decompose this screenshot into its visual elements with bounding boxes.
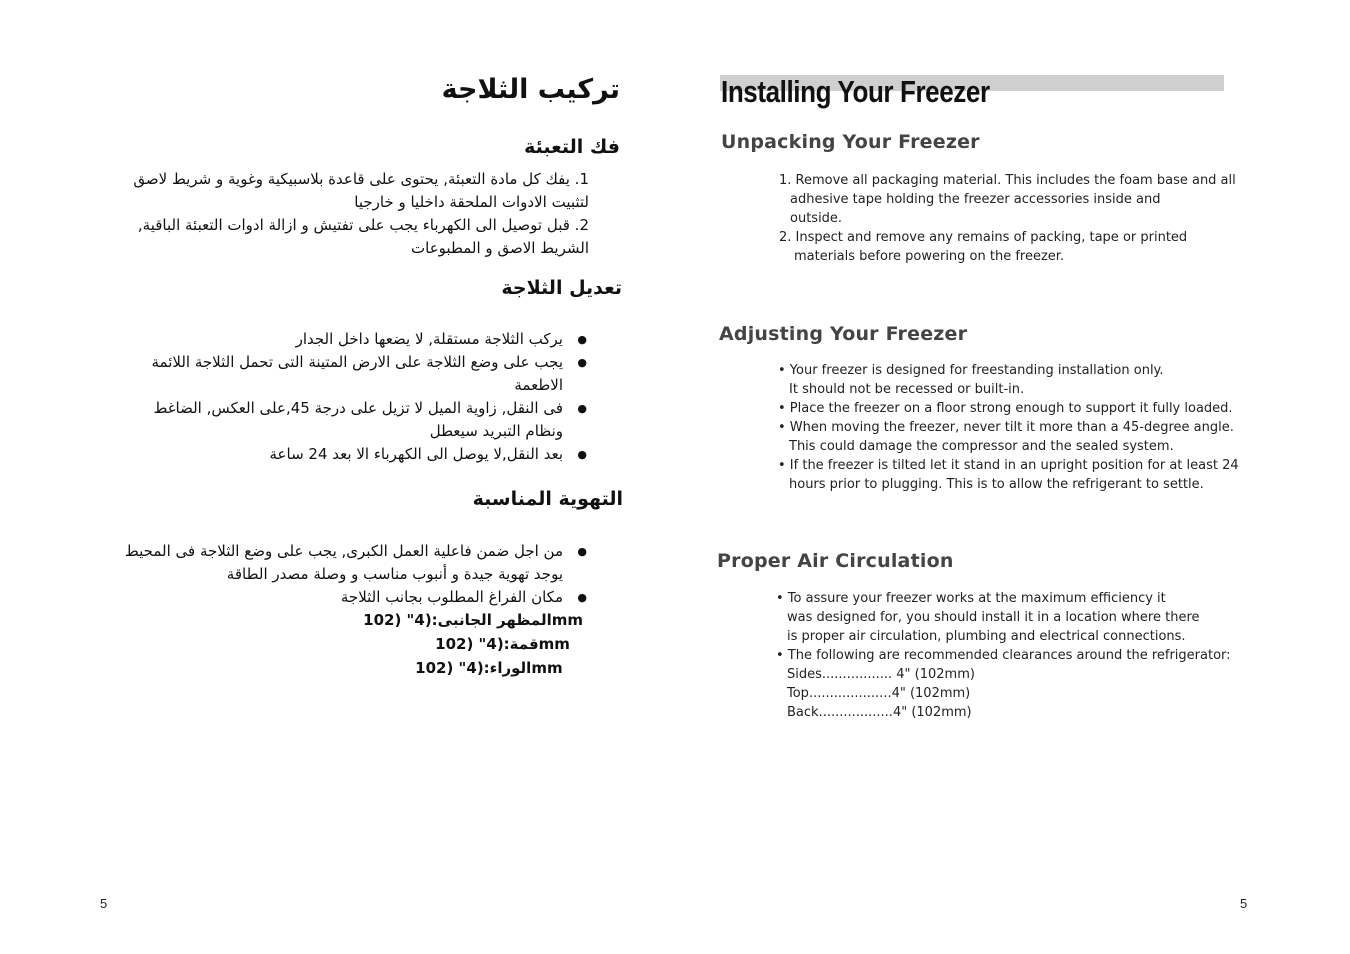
clearance-back: Back..................4" (102mm) bbox=[787, 705, 972, 720]
text-line: outside. bbox=[790, 211, 843, 226]
list-item: ● يركب الثلاجة مستقلة, لا يضعها داخل الجدار bbox=[119, 328, 589, 351]
text-line: • To assure your freezer works at the maximum efficiency it bbox=[776, 591, 1166, 606]
text-line: It should not be recessed or built-in. bbox=[789, 382, 1025, 397]
text-line: 2. Inspect and remove any remains of packing, tape or printed bbox=[779, 230, 1188, 245]
text-line: was designed for, you should install it in a location where there bbox=[787, 610, 1200, 625]
list-item: ● فى النقل, زاوية الميل لا تزيل على درجة 45,على العكس, الضاغط ونظام التبريد سيعطل bbox=[119, 397, 589, 443]
arabic-unpacking-text bbox=[133, 168, 589, 260]
circulation-heading: Proper Air Circulation bbox=[717, 550, 954, 572]
text-line: • When moving the freezer, never tilt it more than a 45-degree angle. bbox=[778, 420, 1234, 435]
clearance-sides: Sides................. 4" (102mm) bbox=[787, 667, 975, 682]
arabic-clearances bbox=[363, 608, 583, 680]
arabic-unpacking-line: 1. يفك كل مادة التعبئة, يحتوى على قاعدة بلاسبيكية وغوية و شريط لاصق bbox=[133, 170, 589, 188]
arabic-ventilation-list bbox=[99, 540, 589, 609]
page-title: Installing Your Freezer bbox=[721, 74, 990, 109]
page-number-right: 5 bbox=[1240, 896, 1248, 911]
text-line: • If the freezer is tilted let it stand in an upright position for at least 24 bbox=[778, 458, 1239, 473]
arabic-clearance-back: الوراء:(4" (102mm bbox=[415, 659, 563, 677]
arabic-clearance-sides: المظهر الجانبى:(4" (102mm bbox=[363, 611, 583, 629]
list-item: ● من اجل ضمن فاعلية العمل الكبرى, يجب على وضع الثلاجة فى المحيط يوجد تهوية جيدة و أنبوب مناسب و وصلة مصدر الطاقة bbox=[99, 540, 589, 586]
arabic-adjusting-heading: تعديل الثلاجة bbox=[501, 277, 622, 299]
arabic-unpacking-line: الشريط الاصق و المطبوعات bbox=[411, 239, 589, 257]
adjusting-heading: Adjusting Your Freezer bbox=[719, 323, 968, 345]
text-line: materials before powering on the freezer. bbox=[794, 249, 1065, 264]
list-item: ● مكان الفراغ المطلوب بجانب الثلاجة bbox=[99, 586, 589, 609]
unpacking-text bbox=[779, 171, 1236, 266]
text-line: • Your freezer is designed for freestanding installation only. bbox=[778, 363, 1164, 378]
text-line: hours prior to plugging. This is to allow the refrigerant to settle. bbox=[789, 477, 1204, 492]
unpacking-heading: Unpacking Your Freezer bbox=[721, 131, 980, 153]
arabic-unpacking-heading: فك التعبئة bbox=[524, 136, 620, 158]
text-line: is proper air circulation, plumbing and electrical connections. bbox=[787, 629, 1186, 644]
arabic-ventilation-heading: التهوية المناسبة bbox=[472, 488, 623, 510]
arabic-clearance-top: قمة:(4" (102mm bbox=[435, 635, 570, 653]
text-line: • The following are recommended clearances around the refrigerator: bbox=[776, 648, 1231, 663]
adjusting-text bbox=[778, 361, 1239, 494]
text-line: This could damage the compressor and the sealed system. bbox=[789, 439, 1174, 454]
english-page bbox=[675, 0, 1350, 954]
page-number-left: 5 bbox=[100, 896, 108, 911]
arabic-unpacking-line: لتثبيت الادوات الملحقة داخليا و خارجيا bbox=[354, 193, 589, 211]
circulation-text bbox=[776, 589, 1231, 722]
text-line: adhesive tape holding the freezer accessories inside and bbox=[790, 192, 1161, 207]
list-item: ● بعد النقل,لا يوصل الى الكهرباء الا بعد 24 ساعة bbox=[119, 443, 589, 466]
arabic-unpacking-line: 2. قبل توصيل الى الكهرباء يجب على تفتيش و ازالة ادوات التعبئة الباقية, bbox=[137, 216, 589, 234]
clearance-top: Top....................4" (102mm) bbox=[787, 686, 971, 701]
list-item: ● يجب على وضع الثلاجة على الارض المتينة التى تحمل الثلاجة اللائمة الاطعمة bbox=[119, 351, 589, 397]
arabic-adjusting-list bbox=[119, 328, 589, 466]
arabic-title: تركيب الثلاجة bbox=[441, 74, 620, 105]
text-line: 1. Remove all packaging material. This includes the foam base and all bbox=[779, 173, 1236, 188]
text-line: • Place the freezer on a floor strong enough to support it fully loaded. bbox=[778, 401, 1233, 416]
